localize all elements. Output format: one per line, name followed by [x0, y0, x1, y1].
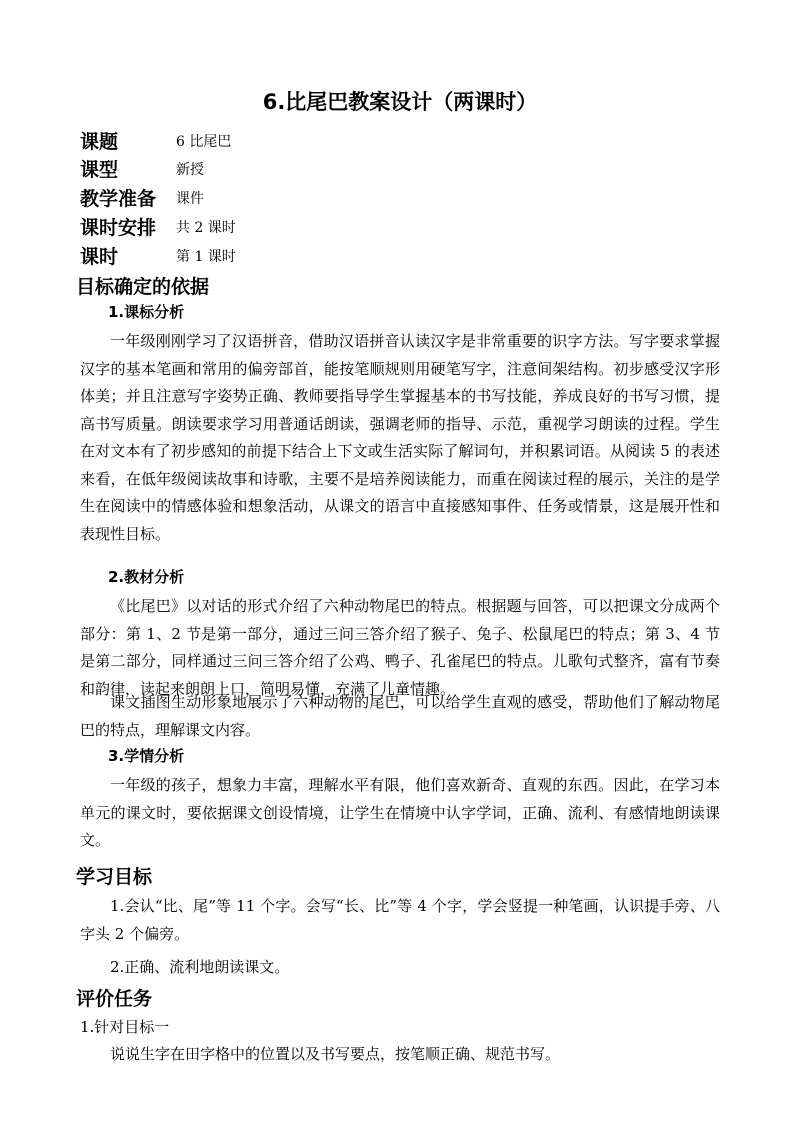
subheading-textbook: 2.教材分析: [108, 568, 185, 586]
goal-item-1: 1.会认“比、尾”等 11 个字。会写“长、比”等 4 个字，学会竖提一种笔画，认识提手旁、八字头 2 个偏旁。: [80, 897, 720, 943]
section-heading-tasks: 评价任务: [76, 988, 153, 1010]
document-title: 6.比尾巴教案设计（两课时）: [262, 90, 538, 114]
paragraph-curriculum: 一年级刚刚学习了汉语拼音，借助汉语拼音认读汉字是非常重要的识字方法。写字要求掌握汉字的基本笔画和常用的偏旁部首，能按笔顺规则用硬笔写字，注意间架结构。初步感受汉字形体美；并且注意写字姿势正确、教师要指导学生掌握基本的书写技能，养成良好的书写习惯，提高书写质量。朗读要求学习用普通话朗读，强调老师的指导、示范，重视学习朗读的过程。学生在对文本有了初步感知的前提下结合上下文或生活实际了解词句，并积累词语。从阅读 5 的表述来看，在低年级阅读故事和诗歌，主要不是培养阅读能力，而重在阅读过程的展示，关注的是学生在阅读中的情感体验和想象活动，从课文的语言中直接感知事件、任务或情景，这是展开性和表现性目标。: [80, 332, 720, 543]
paragraph-students: 一年级的孩子，想象力丰富，理解水平有限，他们喜欢新奇、直观的东西。因此，在学习本单元的课文时，要依据课文创设情境，让学生在情境中认字学词，正确、流利、有感情地朗读课文。: [80, 776, 720, 849]
meta-value: 共 2 课时: [176, 220, 236, 236]
task-item-1-text: 说说生字在田字格中的位置以及书写要点，按笔顺正确、规范书写。: [110, 1045, 561, 1063]
meta-label: 课题: [80, 131, 119, 153]
section-heading-goals: 学习目标: [76, 866, 153, 888]
goal-item-2: 2.正确、流利地朗读课文。: [110, 958, 290, 976]
meta-label: 课型: [80, 159, 119, 181]
meta-value: 课件: [176, 191, 204, 207]
meta-label: 课时: [80, 246, 119, 268]
paragraph-textbook-1: 《比尾巴》以对话的形式介绍了六种动物尾巴的特点。根据题与回答，可以把课文分成两个部分：第 1、2 节是第一部分，通过三问三答介绍了猴子、兔子、松鼠尾巴的特点；第 3、4 节是第二部分，同样通过三问三答介绍了公鸡、鸭子、孔雀尾巴的特点。儿歌句式整齐，富有节奏和韵律，读起来朗朗上口，简明易懂，充满了儿童情趣。: [80, 597, 720, 698]
meta-value: 第 1 课时: [176, 249, 236, 265]
meta-value: 新授: [176, 162, 204, 178]
subheading-curriculum: 1.课标分析: [108, 303, 185, 321]
task-item-1-title: 1.针对目标一: [80, 1018, 170, 1036]
meta-label: 课时安排: [80, 217, 157, 239]
paragraph-textbook-2: 课文插图生动形象地展示了六种动物的尾巴，可以给学生直观的感受，帮助他们了解动物尾巴的特点，理解课文内容。: [80, 693, 720, 739]
meta-label: 教学准备: [80, 188, 157, 210]
section-heading-basis: 目标确定的依据: [76, 276, 210, 298]
meta-value: 6 比尾巴: [176, 134, 232, 150]
subheading-students: 3.学情分析: [108, 747, 185, 765]
